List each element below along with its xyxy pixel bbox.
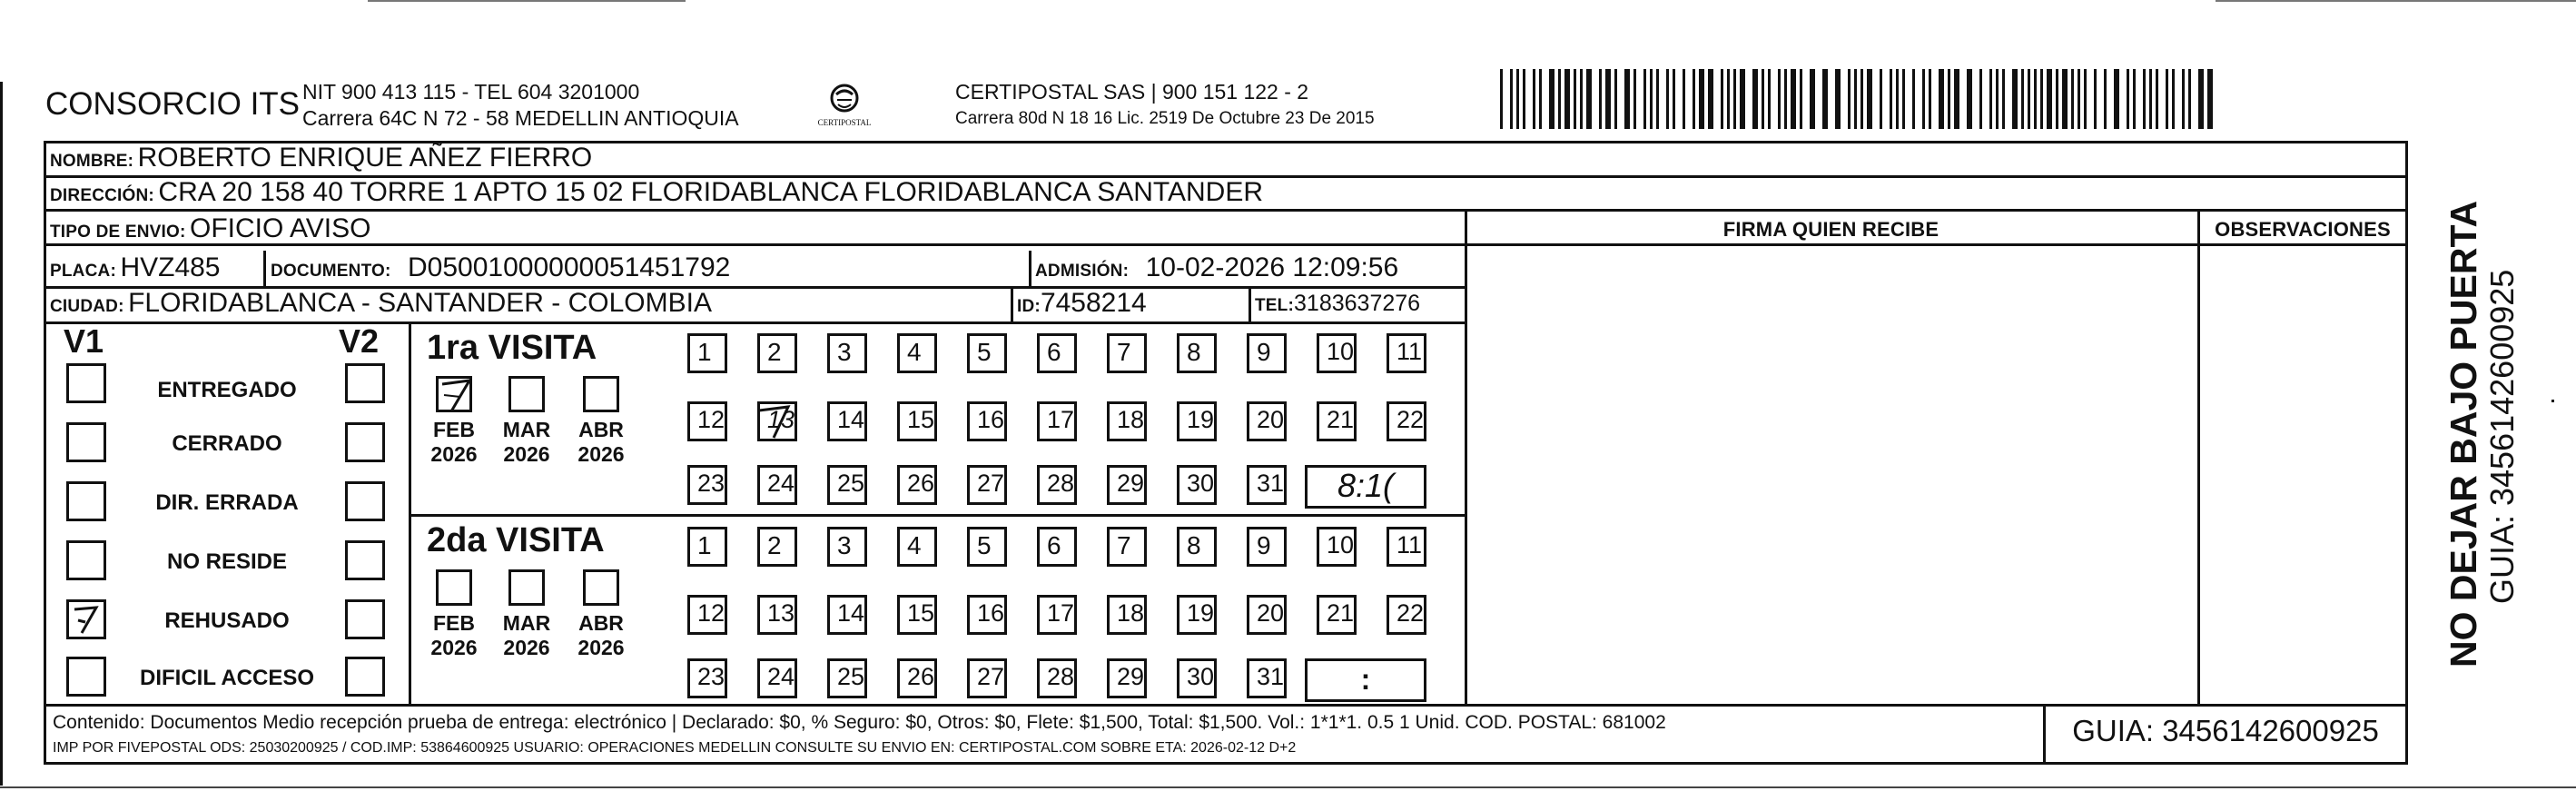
documento-row <box>271 252 730 283</box>
time-box[interactable]: 8:1( <box>1305 465 1426 509</box>
admision-label: ADMISIÓN: <box>1035 262 1130 281</box>
status-label: REHUSADO <box>164 608 290 633</box>
certipostal-address: Carrera 80d N 18 16 Lic. 2519 De Octubre 23 De 2015 <box>955 109 1375 128</box>
month-name: ABR <box>578 418 624 441</box>
month-checkbox[interactable] <box>583 569 619 606</box>
barcode-bar <box>2021 69 2024 129</box>
day-cell[interactable]: 6 <box>1037 333 1077 373</box>
ciudad-value: FLORIDABLANCA - SANTANDER - COLOMBIA <box>128 288 712 318</box>
barcode-bar <box>2062 69 2068 129</box>
barcode-bar <box>1673 69 1675 129</box>
certipostal-nit: CERTIPOSTAL SAS | 900 151 122 - 2 <box>955 80 1309 104</box>
side-warning: NO DEJAR BAJO PUERTA <box>2443 200 2484 668</box>
barcode-bar <box>2104 69 2107 129</box>
month-name: MAR <box>502 611 551 635</box>
month-checkbox[interactable] <box>436 376 472 412</box>
placa-value: HVZ485 <box>120 252 221 282</box>
barcode-bar <box>1564 69 1570 129</box>
month-year: 2026 <box>503 636 550 659</box>
barcode-bar <box>1989 69 1992 129</box>
v2-checkbox[interactable] <box>345 481 385 521</box>
status-label: NO RESIDE <box>166 549 288 574</box>
day-cell[interactable]: 14 <box>827 401 867 441</box>
barcode-bar <box>1896 69 1899 129</box>
barcode-bar <box>1860 69 1863 129</box>
barcode-bar <box>2040 69 2043 129</box>
day-cell[interactable]: 28 <box>1037 658 1077 698</box>
barcode-bar <box>1633 69 1636 129</box>
barcode-bar <box>1948 69 1950 129</box>
month-name: FEB <box>433 418 475 441</box>
barcode-bar <box>1996 69 1999 129</box>
day-cell[interactable]: 18 <box>1107 401 1147 441</box>
month-year: 2026 <box>430 442 478 466</box>
barcode-bar <box>1768 69 1771 129</box>
barcode-bar <box>2127 69 2129 129</box>
day-cell[interactable]: 15 <box>897 595 937 635</box>
barcode-bar <box>1693 69 1695 129</box>
month-checkbox[interactable] <box>508 376 545 412</box>
barcode-bar <box>1500 69 1503 129</box>
barcode-bar <box>1708 69 1713 129</box>
barcode-bar <box>1539 69 1542 129</box>
v1-checkbox[interactable] <box>66 363 106 403</box>
month-label <box>499 611 554 660</box>
barcode-bar <box>1912 69 1915 129</box>
day-cell[interactable]: 26 <box>897 658 937 698</box>
barcode-bar <box>1854 69 1857 129</box>
nombre-label: NOMBRE: <box>50 152 134 171</box>
checkmark-icon <box>439 379 475 415</box>
day-cell[interactable]: 3 <box>827 333 867 373</box>
barcode-bar <box>2056 69 2058 129</box>
day-cell[interactable]: 24 <box>757 465 797 505</box>
barcode-bar <box>1614 69 1617 129</box>
day-cell[interactable]: 31 <box>1247 658 1287 698</box>
barcode-bar <box>2198 69 2204 129</box>
direccion-label: DIRECCIÓN: <box>50 186 154 205</box>
barcode-bar <box>1558 69 1561 129</box>
day-cell[interactable]: 10 <box>1317 527 1357 567</box>
day-cell[interactable]: 2 <box>757 333 797 373</box>
barcode-bar <box>2133 69 2136 129</box>
day-cell[interactable]: 8 <box>1177 333 1217 373</box>
footer-contenido: Contenido: Documentos Medio recepción prueba de entrega: electrónico | Declarado: $0, % Seguro: $0, Otros: $0, Flete: $1,500, Total: $1,500. Vol.: 1*1*1. 0.5 1 Unid. COD. POSTAL: 681002 <box>53 712 1666 733</box>
day-cell[interactable]: 9 <box>1247 527 1287 567</box>
day-cell[interactable]: 4 <box>897 527 937 567</box>
barcode-bar <box>1810 69 1815 129</box>
bottom-edge-line <box>0 786 2576 788</box>
barcode-bar <box>1800 69 1802 129</box>
barcode-bar <box>1762 69 1764 129</box>
side-guia-wrap <box>2452 213 2521 604</box>
day-cell[interactable]: 14 <box>827 595 867 635</box>
month-label <box>427 611 481 660</box>
v2-checkbox[interactable] <box>345 422 385 462</box>
day-cell[interactable]: 9 <box>1247 333 1287 373</box>
day-cell[interactable]: 16 <box>967 595 1007 635</box>
barcode-bar <box>1752 69 1758 129</box>
v2-checkbox[interactable] <box>345 599 385 639</box>
barcode-bar <box>1549 69 1554 129</box>
barcode-bar <box>2149 69 2152 129</box>
barcode-bar <box>1939 69 1944 129</box>
month-checkbox[interactable] <box>583 376 619 412</box>
id-value: 7458214 <box>1040 288 1147 318</box>
day-cell[interactable]: 16 <box>967 401 1007 441</box>
barcode-bar <box>1822 69 1828 129</box>
barcode-bar <box>2084 69 2087 129</box>
id-label: ID: <box>1017 297 1041 316</box>
month-year: 2026 <box>430 636 478 659</box>
documento-value: D05001000000051451792 <box>408 252 731 282</box>
barcode-bar <box>2034 69 2037 129</box>
day-cell[interactable]: 12 <box>687 595 727 635</box>
barcode-bar <box>1835 69 1841 129</box>
barcode-bar <box>2188 69 2191 129</box>
placa-label: PLACA: <box>50 262 116 281</box>
barcode-bar <box>1580 69 1583 129</box>
month-checkbox[interactable] <box>436 569 472 606</box>
v1-checkbox[interactable] <box>66 540 106 580</box>
day-cell[interactable]: 25 <box>827 465 867 505</box>
barcode-bar <box>1967 69 1972 129</box>
barcode <box>1500 69 2222 129</box>
visit1-title: 1ra VISITA <box>427 329 597 367</box>
barcode-bar <box>1721 69 1723 129</box>
barcode-bar <box>1740 69 1745 129</box>
v1-checkbox[interactable] <box>66 481 106 521</box>
barcode-bar <box>2094 69 2097 129</box>
footer-imp: IMP POR FIVEPOSTAL ODS: 25030200925 / COD.IMP: 53864600925 USUARIO: OPERACIONES MEDELLIN CONSULTE SU ENVIO EN: CERTIPOSTAL.COM SOBRE ETA: 2026-02-12 D+2 <box>53 740 1297 756</box>
barcode-bar <box>1979 69 1982 129</box>
tipo-label: TIPO DE ENVIO: <box>50 222 186 242</box>
day-cell[interactable]: 30 <box>1177 465 1217 505</box>
barcode-bar <box>2182 69 2185 129</box>
month-checkbox[interactable] <box>508 569 545 606</box>
day-cell[interactable]: 29 <box>1107 465 1147 505</box>
direccion-row <box>50 177 1263 208</box>
visit2-title: 2da VISITA <box>427 521 605 559</box>
day-cell[interactable]: 20 <box>1247 595 1287 635</box>
barcode-bar <box>1880 69 1882 129</box>
day-cell[interactable]: 17 <box>1037 595 1077 635</box>
barcode-bar <box>2114 69 2119 129</box>
day-cell[interactable]: 21 <box>1317 595 1357 635</box>
tel-value: 3183637276 <box>1294 291 1421 316</box>
barcode-bar <box>1666 69 1669 129</box>
barcode-bar <box>2002 69 2005 129</box>
barcode-bar <box>1784 69 1787 129</box>
barcode-bar <box>1890 69 1892 129</box>
day-cell[interactable]: 17 <box>1037 401 1077 441</box>
tel-row <box>1255 291 1420 317</box>
day-cell[interactable]: 20 <box>1247 401 1287 441</box>
tipo-value: OFICIO AVISO <box>190 213 371 243</box>
day-cell[interactable]: 23 <box>687 465 727 505</box>
day-cell[interactable]: 25 <box>827 658 867 698</box>
barcode-bar <box>2143 69 2146 129</box>
day-cell[interactable]: 2 <box>757 527 797 567</box>
admision-row <box>1035 252 1398 283</box>
day-cell[interactable]: 19 <box>1177 595 1217 635</box>
tel-label: TEL: <box>1255 296 1295 315</box>
company-address: Carrera 64C N 72 - 58 MEDELLIN ANTIOQUIA <box>302 106 739 130</box>
day-cell[interactable]: 8 <box>1177 527 1217 567</box>
barcode-bar <box>2207 69 2213 129</box>
logo-caption: CERTIPOSTAL <box>817 118 872 127</box>
barcode-bar <box>2071 69 2074 129</box>
barcode-bar <box>1605 69 1611 129</box>
v2-header: V2 <box>339 322 380 360</box>
certipostal-logo <box>813 80 876 134</box>
company-name: CONSORCIO ITS <box>45 86 301 122</box>
scan-mark <box>368 0 686 2</box>
month-name: MAR <box>502 418 551 441</box>
barcode-bar <box>2172 69 2175 129</box>
barcode-bar <box>1922 69 1925 129</box>
v1-checkbox[interactable] <box>66 422 106 462</box>
barcode-bar <box>1683 69 1685 129</box>
month-name: ABR <box>578 611 624 635</box>
day-cell[interactable]: 23 <box>687 658 727 698</box>
barcode-bar <box>1650 69 1653 129</box>
placa-row <box>50 252 221 283</box>
day-cell[interactable]: 26 <box>897 465 937 505</box>
status-label: DIFICIL ACCESO <box>139 666 314 690</box>
barcode-bar <box>1643 69 1646 129</box>
month-label <box>499 418 554 467</box>
barcode-bar <box>1523 69 1525 129</box>
day-cell[interactable]: 10 <box>1317 333 1357 373</box>
day-cell[interactable]: 31 <box>1247 465 1287 505</box>
scan-mark <box>2216 0 2576 2</box>
barcode-bar <box>1778 69 1781 129</box>
day-cell[interactable]: 29 <box>1107 658 1147 698</box>
barcode-bar <box>2166 69 2168 129</box>
day-cell[interactable]: 22 <box>1387 401 1426 441</box>
day-cell[interactable]: 6 <box>1037 527 1077 567</box>
v2-checkbox[interactable] <box>345 540 385 580</box>
day-cell[interactable]: 19 <box>1177 401 1217 441</box>
month-label <box>574 418 628 467</box>
ciudad-row <box>50 288 712 319</box>
tipo-row <box>50 213 370 244</box>
day-cell[interactable]: 21 <box>1317 401 1357 441</box>
barcode-bar <box>2012 69 2018 129</box>
day-cell[interactable]: 22 <box>1387 595 1426 635</box>
barcode-bar <box>1510 69 1513 129</box>
handwritten-mark-icon <box>757 401 797 441</box>
v1-checkbox[interactable] <box>66 599 106 639</box>
barcode-bar <box>1624 69 1630 129</box>
day-cell[interactable]: 27 <box>967 465 1007 505</box>
v2-checkbox[interactable] <box>345 363 385 403</box>
month-name: FEB <box>433 611 475 635</box>
admision-value: 10-02-2026 12:09:56 <box>1145 252 1399 282</box>
signature-header: FIRMA QUIEN RECIBE <box>1722 218 1939 241</box>
day-cell[interactable]: 12 <box>687 401 727 441</box>
barcode-bar <box>1599 69 1602 129</box>
side-guia: GUIA: 3456142600925 <box>2483 269 2521 604</box>
day-cell[interactable]: 28 <box>1037 465 1077 505</box>
day-cell[interactable]: 1 <box>687 527 727 567</box>
barcode-bar <box>2028 69 2030 129</box>
barcode-bar <box>1867 69 1872 129</box>
barcode-bar <box>1574 69 1576 129</box>
barcode-bar <box>1727 69 1730 129</box>
month-label <box>574 611 628 660</box>
left-edge-line <box>0 82 3 786</box>
barcode-bar <box>1656 69 1659 129</box>
barcode-bar <box>1586 69 1592 129</box>
speck <box>2551 400 2554 402</box>
barcode-bar <box>1791 69 1796 129</box>
checkmark-icon <box>69 602 104 637</box>
nombre-row <box>50 143 592 173</box>
v2-checkbox[interactable] <box>345 657 385 697</box>
status-label: DIR. ERRADA <box>155 490 299 515</box>
documento-label: DOCUMENTO: <box>271 262 391 281</box>
month-year: 2026 <box>577 636 625 659</box>
company-nit: NIT 900 413 115 - TEL 604 3201000 <box>302 80 640 104</box>
nombre-value: ROBERTO ENRIQUE AÑEZ FIERRO <box>137 143 593 173</box>
id-row <box>1017 288 1147 319</box>
status-label: CERRADO <box>172 431 282 456</box>
day-cell[interactable]: 15 <box>897 401 937 441</box>
barcode-bar <box>2156 69 2158 129</box>
day-cell[interactable]: 13 <box>757 595 797 635</box>
barcode-bar <box>2078 69 2080 129</box>
barcode-bar <box>2047 69 2052 129</box>
status-label: ENTREGADO <box>157 378 297 402</box>
time-box[interactable]: : <box>1305 658 1426 702</box>
day-cell[interactable]: 24 <box>757 658 797 698</box>
month-year: 2026 <box>577 442 625 466</box>
month-year: 2026 <box>503 442 550 466</box>
day-cell[interactable]: 11 <box>1387 333 1426 373</box>
day-cell[interactable]: 30 <box>1177 658 1217 698</box>
barcode-bar <box>1533 69 1535 129</box>
barcode-bar <box>1929 69 1931 129</box>
day-cell[interactable]: 3 <box>827 527 867 567</box>
day-cell[interactable]: 7 <box>1107 527 1147 567</box>
day-cell[interactable]: 5 <box>967 333 1007 373</box>
observaciones-header: OBSERVACIONES <box>2215 218 2391 241</box>
day-cell[interactable]: 7 <box>1107 333 1147 373</box>
barcode-bar <box>1699 69 1704 129</box>
v1-checkbox[interactable] <box>66 657 106 697</box>
day-cell[interactable]: 1 <box>687 333 727 373</box>
ciudad-label: CIUDAD: <box>50 297 124 316</box>
barcode-bar <box>1516 69 1519 129</box>
v1-header: V1 <box>64 322 104 360</box>
direccion-value: CRA 20 158 40 TORRE 1 APTO 15 02 FLORIDABLANCA FLORIDABLANCA SANTANDER <box>158 177 1264 207</box>
day-cell[interactable]: 11 <box>1387 527 1426 567</box>
day-cell[interactable]: 18 <box>1107 595 1147 635</box>
day-cell[interactable]: 13 <box>757 401 797 441</box>
barcode-bar <box>1848 69 1851 129</box>
day-cell[interactable]: 27 <box>967 658 1007 698</box>
barcode-bar <box>1954 69 1959 129</box>
day-cell[interactable]: 4 <box>897 333 937 373</box>
barcode-bar <box>1733 69 1736 129</box>
day-cell[interactable]: 5 <box>967 527 1007 567</box>
footer-guia: GUIA: 3456142600925 <box>2072 714 2379 747</box>
barcode-bar <box>1902 69 1905 129</box>
month-label <box>427 418 481 467</box>
